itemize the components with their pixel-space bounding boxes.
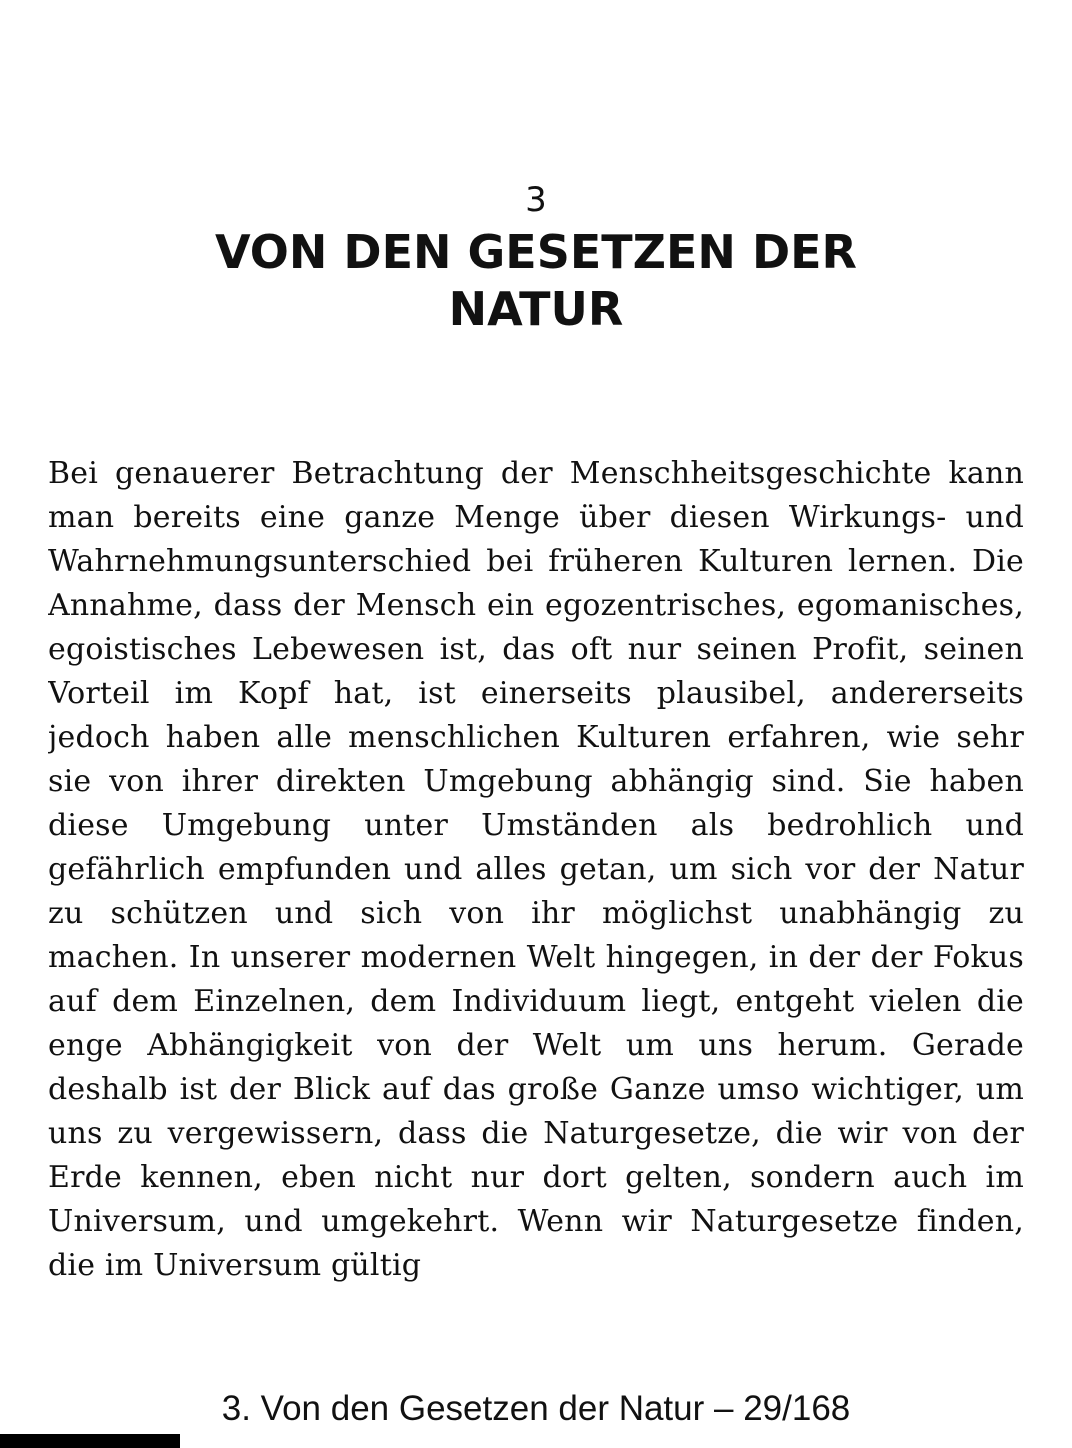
reading-progress-fill <box>0 1434 180 1448</box>
reading-progress-bar <box>0 1434 1072 1448</box>
body-text: Bei genauerer Betrachtung der Menschheitsgeschichte kann man bereits eine ganze Menge über diesen Wirkungs- und Wahrnehmungsunterschied bei früheren Kulturen lernen. Die Annahme, dass der Mensch ein egozentrisches, egomanisches, egoistisches Lebewesen ist, das oft nur seinen Profit, seinen Vorteil im Kopf hat, ist einerseits plausibel, andererseits jedoch haben alle menschlichen Kulturen erfahren, wie sehr sie von ihrer direkten Umgebung abhängig sind. Sie haben diese Umgebung unter Umständen als bedrohlich und gefährlich empfunden und alles getan, um sich vor der Natur zu schützen und sich von ihr möglichst unabhängig zu machen. In unserer modernen Welt hingegen, in der der Fokus auf dem Einzelnen, dem Individuum liegt, entgeht vielen die enge Abhängigkeit von der Welt um uns herum. Gerade deshalb ist der Blick auf das große Ganze umso wichtiger, um uns zu vergewissern, dass die Naturgesetze, die wir von der Erde kennen, eben nicht nur dort gelten, sondern auch im Universum, und umgekehrt. Wenn wir Naturgesetze finden, die im Universum gültig <box>48 456 1024 1283</box>
footer-status: 3. Von den Gesetzen der Natur – 29/168 <box>221 1389 851 1428</box>
chapter-number: 3 <box>525 180 547 220</box>
chapter-title: VON DEN GESETZEN DER NATUR <box>215 225 857 336</box>
